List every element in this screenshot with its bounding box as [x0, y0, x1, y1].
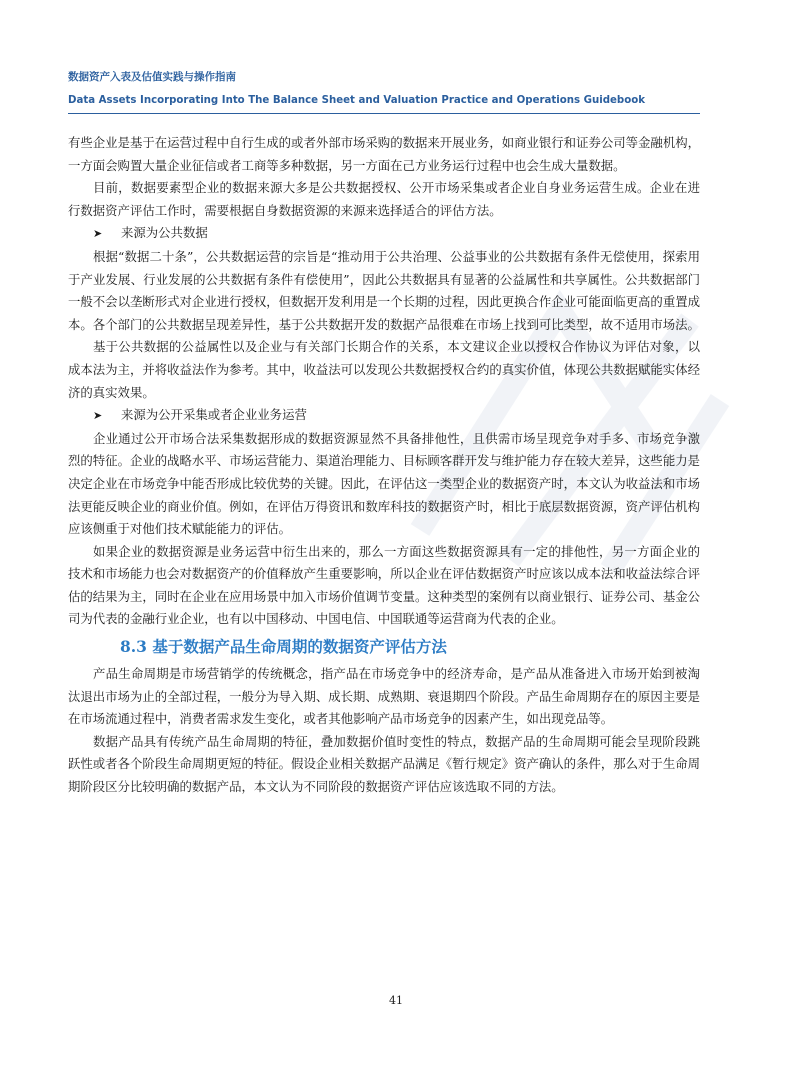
header-title-cn: 数据资产入表及估值实践与操作指南: [68, 71, 236, 83]
paragraph-1: 有些企业是基于在运营过程中自行生成的或者外部市场采购的数据来开展业务，如商业银行和证券公司等金融机构，一方面会购置大量企业征信或者工商等多种数据，另一方面在己方业务运行过程中也会生成大量数据。: [68, 135, 700, 173]
paragraph-4: 基于公共数据的公益属性以及企业与有关部门长期合作的关系，本文建议企业以授权合作协议为评估对象，以成本法为主，并将收益法作为参考。其中，收益法可以发现公共数据授权合约的真实价值，体现公共数据赋能实体经济的真实效果。: [68, 339, 700, 400]
paragraph-7: 产品生命周期是市场营销学的传统概念，指产品在市场竞争中的经济寿命，是产品从准备进入市场开始到被淘汰退出市场为止的全部过程，一般分为导入期、成长期、成熟期、衰退期四个阶段。产品生命周期存在的原因主要是在市场流通过程中，消费者需求发生变化，或者其他影响产品市场竞争的因素产生，如出现竞品等。: [68, 666, 700, 727]
paragraph-5: 企业通过公开市场合法采集数据形成的数据资源显然不具备排他性，且供需市场呈现竞争对手多、市场竞争激烈的特征。企业的战略水平、市场运营能力、渠道治理能力、目标顾客群开发与维护能力存在较大差异，这些能力是决定企业在市场竞争中能否形成比较优势的关键。因此，在评估这一类型企业的数据资产时，本文认为收益法和市场法更能反映企业的商业价值。例如，在评估万得资讯和数库科技的数据资产时，相比于底层数据资源，资产评估机构应该侧重于对他们技术赋能能力的评估。: [68, 430, 700, 537]
header-title-en: Data Assets Incorporating Into The Balance Sheet and Valuation Practice and Operations Guidebook: [68, 95, 646, 106]
page-header: [68, 70, 700, 114]
header-divider: [68, 113, 700, 114]
bullet-open-collection: [68, 404, 700, 428]
arrow-bullet-icon: ➤: [93, 227, 103, 241]
paragraph-2: 目前，数据要素型企业的数据来源大多是公共数据授权、公开市场采集或者企业自身业务运营生成。企业在进行数据资产评估工作时，需要根据自身数据资源的来源来选择适合的评估方法。: [68, 180, 700, 218]
bullet-label: 来源为公开采集或者企业业务运营: [121, 407, 307, 423]
bullet-public-data: [68, 222, 700, 246]
page-number: 41: [389, 994, 403, 1007]
paragraph-3: 根据“数据二十条”，公共数据运营的宗旨是“推动用于公共治理、公益事业的公共数据有条件无偿使用，探索用于产业发展、行业发展的公共数据有条件有偿使用”，因此公共数据具有显著的公益属性和共享属性。公共数据部门一般不会以垄断形式对企业进行授权，但数据开发利用是一个长期的过程，因此更换合作企业可能面临更高的重置成本。各个部门的公共数据呈现差异性，基于公共数据开发的数据产品很难在市场上找到可比类型，故不适用市场法。: [68, 248, 700, 332]
section-heading: 8.3 基于数据产品生命周期的数据资产评估方法: [120, 637, 447, 657]
paragraph-6: 如果企业的数据资源是业务运营中衍生出来的，那么一方面这些数据资源具有一定的排他性，另一方面企业的技术和市场能力也会对数据资产的价值释放产生重要影响，所以企业在评估数据资产时应该以成本法和收益法综合评估的结果为主，同时在企业在应用场景中加入市场价值调节变量。这种类型的案例有以商业银行、证券公司、基金公司为代表的金融行业企业，也有以中国移动、中国电信、中国联通等运营商为代表的企业。: [68, 543, 700, 627]
paragraph-8: 数据产品具有传统产品生命周期的特征，叠加数据价值时变性的特点，数据产品的生命周期可能会呈现阶段跳跃性或者各个阶段生命周期更短的特征。假设企业相关数据产品满足《暂行规定》资产确认的条件，那么对于生命周期阶段区分比较明确的数据产品，本文认为不同阶段的数据资产评估应该选取不同的方法。: [68, 733, 700, 795]
bullet-label: 来源为公共数据: [121, 225, 208, 241]
arrow-bullet-icon: ➤: [93, 409, 103, 423]
page-body: [68, 132, 700, 799]
